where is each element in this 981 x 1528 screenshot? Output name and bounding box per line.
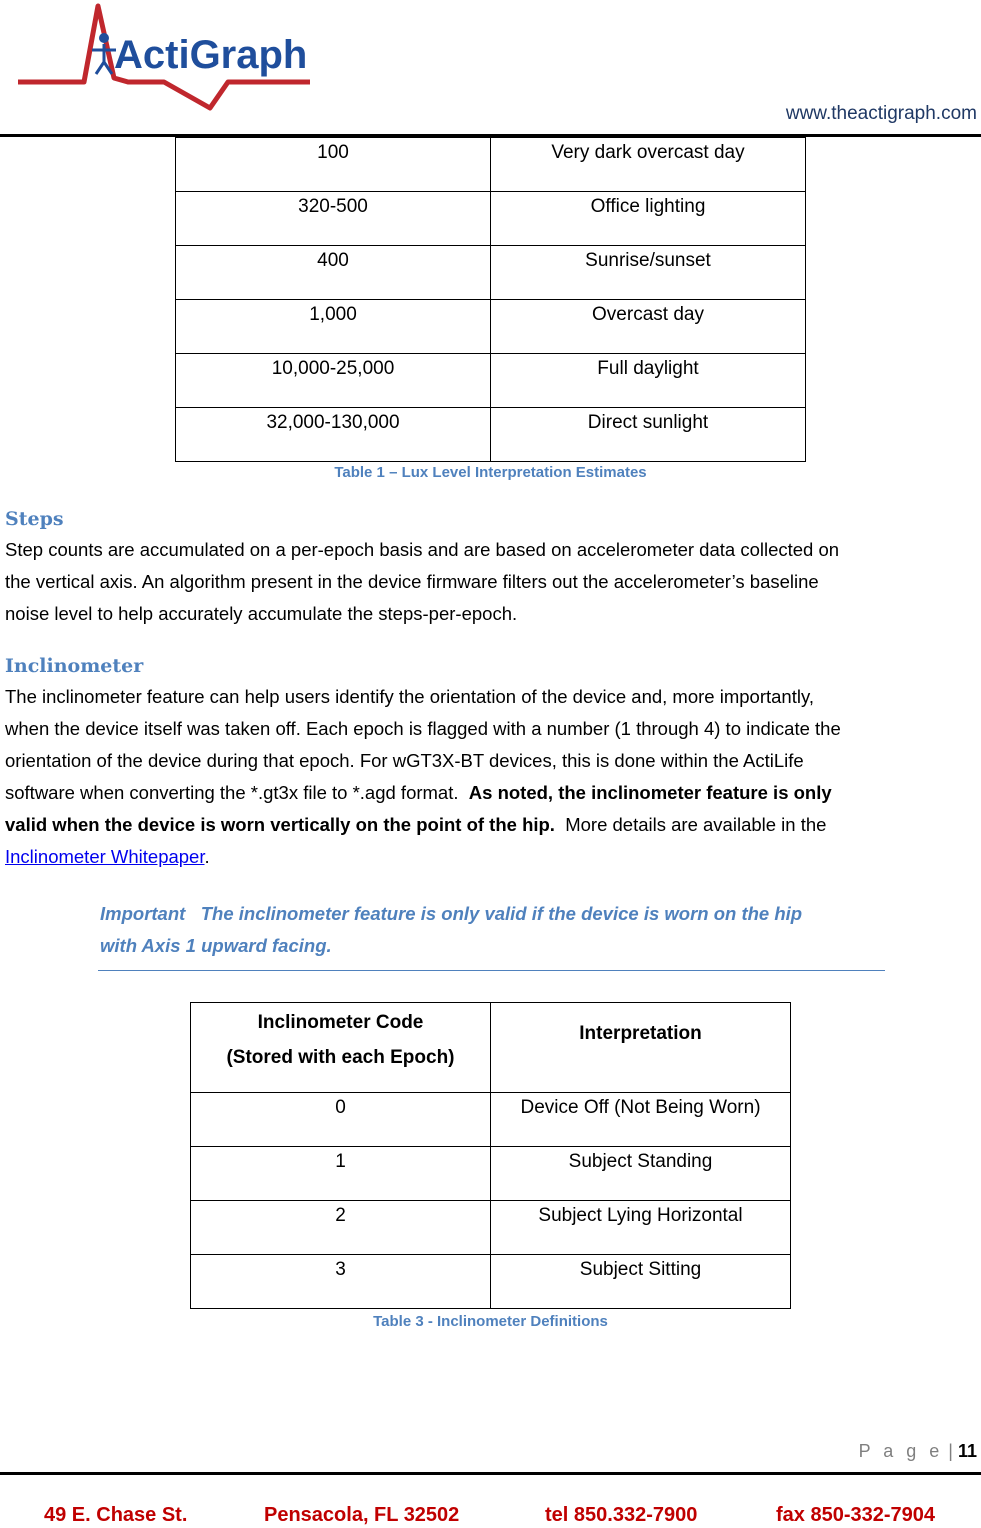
table-cell-description: Very dark overcast day: [491, 138, 806, 192]
table-cell-description: Subject Standing: [491, 1147, 791, 1201]
table-cell-value: 10,000-25,000: [176, 354, 491, 408]
inclinometer-table-caption: Table 3 - Inclinometer Definitions: [373, 1313, 608, 1330]
table-cell-description: Overcast day: [491, 300, 806, 354]
actigraph-logo: [14, 0, 314, 112]
page-separator: |: [943, 1441, 958, 1461]
table-cell-value: 400: [176, 246, 491, 300]
important-line: with Axis 1 upward facing.: [100, 935, 332, 956]
inclinometer-emphasis: valid when the device is worn vertically on the point of the hip.: [5, 814, 555, 835]
table-row: [176, 354, 806, 408]
page-number: [859, 1441, 977, 1462]
inclinometer-whitepaper-link[interactable]: Inclinometer Whitepaper: [5, 846, 205, 867]
footer-address: 49 E. Chase St.: [44, 1504, 188, 1526]
table-cell-value: 1,000: [176, 300, 491, 354]
inclinometer-emphasis: As noted, the inclinometer feature is only: [468, 782, 832, 803]
inclinometer-line: The inclinometer feature can help users identify the orientation of the device and, more importantly,: [5, 686, 814, 707]
inclinometer-line: when the device itself was taken off. Each epoch is flagged with a number (1 through 4) to indicate the: [5, 718, 841, 739]
table-cell-value: 0: [191, 1093, 491, 1147]
table-cell-description: Subject Sitting: [491, 1255, 791, 1309]
inclinometer-line: [5, 841, 975, 873]
inclinometer-line: [5, 777, 975, 809]
steps-paragraph: [5, 534, 975, 630]
footer-tel: tel 850.332-7900: [545, 1504, 698, 1526]
header-interpretation-cell: Interpretation: [491, 1003, 791, 1093]
page-label: P a g e: [858, 1441, 944, 1461]
table-row: [176, 300, 806, 354]
table-row: [176, 408, 806, 462]
lux-table-caption: Table 1 – Lux Level Interpretation Estimates: [334, 464, 647, 481]
table-cell-value: 100: [176, 138, 491, 192]
table-header-row: [191, 1003, 791, 1093]
table-cell-value: 32,000-130,000: [176, 408, 491, 462]
inclinometer-heading: Inclinometer: [5, 655, 144, 677]
footer-city: Pensacola, FL 32502: [264, 1504, 460, 1526]
table-row: [191, 1147, 791, 1201]
table-cell-value: 3: [191, 1255, 491, 1309]
table-cell-description: Subject Lying Horizontal: [491, 1201, 791, 1255]
table-cell-description: Full daylight: [491, 354, 806, 408]
header-code-cell: [191, 1003, 491, 1093]
table-row: [176, 246, 806, 300]
inclinometer-line: orientation of the device during that epoch. For wGT3X-BT devices, this is done within the ActiLife: [5, 750, 804, 771]
lux-level-table: [175, 137, 806, 462]
table-row: [176, 138, 806, 192]
table-cell-value: 320-500: [176, 192, 491, 246]
steps-line: the vertical axis. An algorithm present in the device firmware filters out the accelerometer’s baseline: [5, 571, 819, 592]
footer-divider: [0, 1472, 981, 1475]
website-url: www.theactigraph.com: [785, 103, 977, 124]
header-code-line: Inclinometer Code: [257, 1012, 424, 1033]
inclinometer-text: software when converting the *.gt3x file to *.agd format.: [5, 782, 469, 803]
table-cell-description: Office lighting: [491, 192, 806, 246]
steps-heading: Steps: [5, 508, 64, 530]
steps-line: Step counts are accumulated on a per-epoch basis and are based on accelerometer data collected on: [5, 539, 840, 560]
important-line: Important The inclinometer feature is only valid if the device is worn on the hip: [100, 903, 803, 924]
inclinometer-text: .: [204, 846, 210, 867]
table-cell-value: 1: [191, 1147, 491, 1201]
logo-wordmark: ActiGraph: [114, 33, 308, 77]
important-divider: [98, 970, 885, 971]
table-row: [176, 192, 806, 246]
inclinometer-paragraph: [5, 681, 975, 873]
header-code-line: (Stored with each Epoch): [226, 1047, 455, 1068]
steps-line: noise level to help accurately accumulate the steps-per-epoch.: [5, 603, 518, 624]
important-callout: [100, 898, 885, 962]
table-row: [191, 1255, 791, 1309]
inclinometer-line: [5, 809, 975, 841]
inclinometer-text: More details are available in the: [554, 814, 827, 835]
table-cell-description: Device Off (Not Being Worn): [491, 1093, 791, 1147]
table-cell-description: Sunrise/sunset: [491, 246, 806, 300]
footer-fax: fax 850-332-7904: [776, 1504, 936, 1526]
table-cell-value: 2: [191, 1201, 491, 1255]
actigraph-logo-graphic: [14, 0, 314, 112]
page-number-value: 11: [957, 1441, 977, 1461]
inclinometer-table: [190, 1002, 791, 1309]
table-cell-description: Direct sunlight: [491, 408, 806, 462]
table-row: [191, 1093, 791, 1147]
table-row: [191, 1201, 791, 1255]
